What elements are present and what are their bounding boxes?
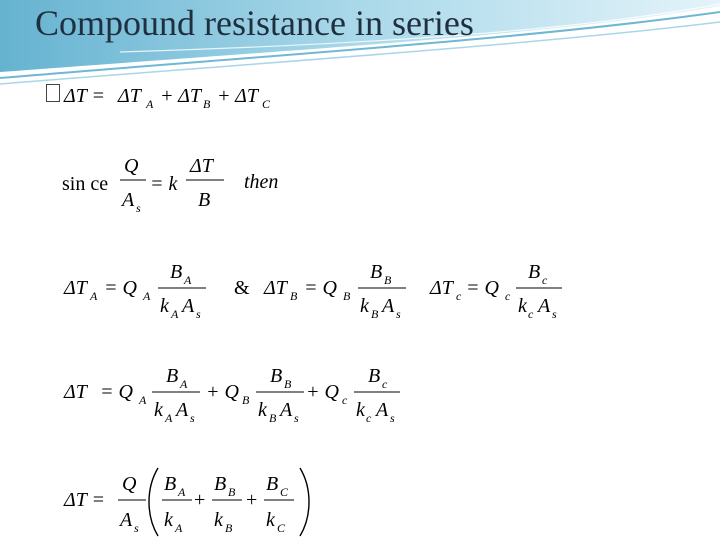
eq4-t1-den-a-sub: s xyxy=(190,411,195,425)
eq3-b-den-k: k xyxy=(360,295,369,317)
eq4-eq: = Q xyxy=(100,381,133,403)
eq2-since: sin ce xyxy=(62,173,109,195)
eq2-eq-k: = k xyxy=(150,173,178,195)
eq3-c-den-k-sub: c xyxy=(528,307,534,321)
eq3-c-q-sub: c xyxy=(505,289,511,303)
eq3-b-lhs: ΔT xyxy=(264,277,287,299)
eq3-b-q: = Q xyxy=(304,277,337,299)
eq5-f1-num: B xyxy=(164,473,177,495)
eq1-sub: B xyxy=(203,97,211,111)
eq1-term: ΔT xyxy=(118,85,141,107)
eq4-lhs: ΔT xyxy=(64,381,87,403)
eq3-a-den-a: A xyxy=(182,295,195,317)
eq5-q-den: A xyxy=(120,509,133,531)
eq5-f3-den: k xyxy=(266,509,275,531)
eq5-f1-num-sub: A xyxy=(178,485,186,499)
eq2-frac2-den: B xyxy=(198,189,211,211)
eq3-c-den-k: k xyxy=(518,295,527,317)
eq4-t2-den-a: A xyxy=(280,399,293,421)
slide-title: Compound resistance in series xyxy=(35,3,474,43)
eq4-q3-sub: c xyxy=(342,393,348,407)
eq2-frac2-num: ΔT xyxy=(190,155,213,177)
eq1-lhs: ΔT = xyxy=(64,85,105,107)
eq5-f2-num-sub: B xyxy=(228,485,236,499)
eq5-plus2: + xyxy=(246,489,258,511)
eq5-f3-num-sub: C xyxy=(280,485,289,499)
equation-since-then xyxy=(62,155,278,215)
eq4-t2-den-k: k xyxy=(258,399,267,421)
eq3-a-lhs-sub: A xyxy=(90,289,98,303)
eq4-t1-den-k: k xyxy=(154,399,163,421)
eq3-a-num: B xyxy=(170,261,183,283)
equation-total-delta-t xyxy=(63,85,271,111)
eq4-t3-den-a-sub: s xyxy=(390,411,395,425)
eq5-f2-num: B xyxy=(214,473,227,495)
eq3-c-lhs-sub: c xyxy=(456,289,462,303)
eq4-q1-sub: A xyxy=(139,393,147,407)
eq4-t1-den-k-sub: A xyxy=(165,411,173,425)
eq1-term: + ΔT xyxy=(160,85,201,107)
eq5-lhs: ΔT = xyxy=(64,489,105,511)
eq5-q-num: Q xyxy=(122,473,137,495)
eq3-c-num-sub: c xyxy=(542,273,548,287)
eq3-c-den-a: A xyxy=(538,295,551,317)
eq4-t2-num: B xyxy=(270,365,283,387)
eq4-q2-sub: B xyxy=(242,393,250,407)
eq3-b-den-a: A xyxy=(382,295,395,317)
eq3-c-q: = Q xyxy=(466,277,499,299)
eq3-a-num-sub: A xyxy=(184,273,192,287)
eq5-left-paren xyxy=(149,468,158,536)
eq3-b-num: B xyxy=(370,261,383,283)
eq3-a-q: = Q xyxy=(104,277,137,299)
eq3-b-den-k-sub: B xyxy=(371,307,379,321)
eq5-f2-den: k xyxy=(214,509,223,531)
eq4-t2-den-k-sub: B xyxy=(269,411,277,425)
eq5-right-paren xyxy=(300,468,309,536)
eq3-b-den-a-sub: s xyxy=(396,307,401,321)
eq4-t1-num-sub: A xyxy=(180,377,188,391)
eq5-f1-den-sub: A xyxy=(175,521,183,535)
eq4-plus-q3: + Q xyxy=(306,381,339,403)
eq4-t3-num-sub: c xyxy=(382,377,388,391)
eq2-then: then xyxy=(244,171,279,193)
eq3-c-den-a-sub: s xyxy=(552,307,557,321)
equation-sum-expanded xyxy=(63,365,400,425)
eq3-a-q-sub: A xyxy=(143,289,151,303)
eq3-b-q-sub: B xyxy=(343,289,351,303)
eq5-f3-den-sub: C xyxy=(277,521,286,535)
equation-individual-deltas xyxy=(63,261,562,321)
eq3-b-num-sub: B xyxy=(384,273,392,287)
eq1-sub: C xyxy=(262,97,271,111)
eq1-term: + ΔT xyxy=(217,85,258,107)
eq5-f1-den: k xyxy=(164,509,173,531)
eq2-frac1-num: Q xyxy=(124,155,139,177)
eq4-t1-num: B xyxy=(166,365,179,387)
eq5-q-den-sub: s xyxy=(134,521,139,535)
eq3-b-lhs-sub: B xyxy=(290,289,298,303)
eq5-plus1: + xyxy=(194,489,206,511)
eq2-frac1-den-sub: s xyxy=(136,201,141,215)
eq3-a-lhs: ΔT xyxy=(64,277,87,299)
eq4-t2-num-sub: B xyxy=(284,377,292,391)
eq5-f2-den-sub: B xyxy=(225,521,233,535)
eq4-t2-den-a-sub: s xyxy=(294,411,299,425)
eq3-a-den-a-sub: s xyxy=(196,307,201,321)
eq3-c-num: B xyxy=(528,261,541,283)
equation-factored xyxy=(63,468,309,536)
eq4-t3-num: B xyxy=(368,365,381,387)
eq4-t3-den-k: k xyxy=(356,399,365,421)
eq3-a-den-k: k xyxy=(160,295,169,317)
eq3-c-lhs: ΔT xyxy=(430,277,453,299)
eq1-sub: A xyxy=(146,97,154,111)
eq4-t1-den-a: A xyxy=(176,399,189,421)
eq3-a-den-k-sub: A xyxy=(171,307,179,321)
eq2-frac1-den: A xyxy=(122,189,135,211)
eq4-plus-q2: + Q xyxy=(206,381,239,403)
eq4-t3-den-k-sub: c xyxy=(366,411,372,425)
eq3-ampersand: & xyxy=(234,277,250,299)
eq4-t3-den-a: A xyxy=(376,399,389,421)
eq5-f3-num: B xyxy=(266,473,279,495)
